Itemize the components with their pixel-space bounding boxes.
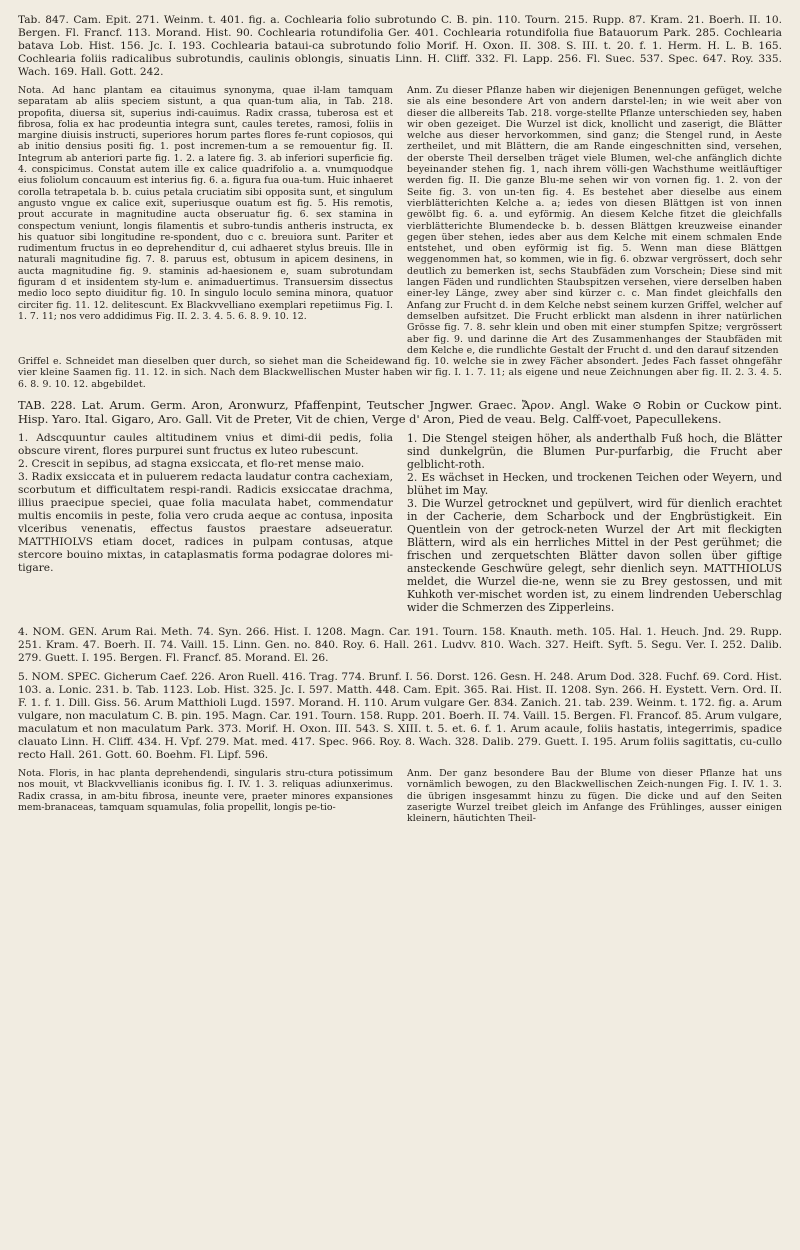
german-note: Anm. Zu dieser Pflanze haben wir diejenigen Benennungen gefüget, welche sie als eine besondere Art von andern darstel-len; in wie weit aber von dieser die allbereits Tab. 218. vorge-stellte Pflanze unterschieden sey, haben wir oben gezeiget. Die Wurzel ist dick, knollicht und zaserigt, die Blätter welche aus dieser hervorkommen, sind ganz; die Stengel rund, in Aeste zertheilet, und mit Blättern, die am Rande eingeschnitten sind, versehen, der oberste Theil derselben träget viele Blumen, wel-che anfänglich dichte beyeinander stehen fig. 1, nach ihrem völli-gen Wachsthume weitläuftiger werden fig. II. Die ganze Blu-me sehen wir von vornen fig. 1. 2. von der Seite fig. 3. von un-ten fig. 4. Es bestehet aber dieselbe aus einem vierblätterichten Kelche a. a; iedes von diesen Blättgen ist von innen gewölbt fig. 6. a. und eyförmig. An diesem Kelche fitzet die gleichfalls vierblätterichte Blumendecke b. b. dessen Blättgen kreuzweise einander gegen über stehen, iedes aber aus dem Kelche mit einem schmalen Ende entstehet, und oben eyförmig ist fig. 5. Wenn man diese Blättgen weggenommen hat, so kommen, wie in fig. 6. obzwar vergrössert, doch sehr deutlich zu bemerken ist, sechs Staubfäden zum Vorschein; Diese sind mit langen Fäden und rundlichten Staubspitzen versehen, viere derselben haben einer-ley Länge, zwey aber sind kürzer c. c. Man findet gleichfalls den Anfang zur Frucht d. in dem Kelche nebst seinem kurzen Griffel, welcher auf demselben aufsitzet. Die Frucht erblickt man alsdenn in ihrer natürlichen Grösse fig. 7. 8. sehr klein und oben mit einer stumpfen Spitze; vergrössert aber fig. 9. und darinne die Art des Zusammenhanges der Staubfäden mit dem Kelche e, die rundlichte Gestalt der Frucht d. und den darauf sitzenden (407, 85, 782, 356)
latin-item-2: 2. Crescit in sepibus, ad stagna exsiccata, et flo-ret mense maio. (18, 458, 365, 471)
german-note-tail: Griffel e. Schneidet man dieselben quer durch, so siehet man die Scheidewand fig. 10. welche sie in zwey Fächer absondert. Jedes Fach fasset ohngefähr vier kleine Saamen fig. 11. 12. in sich. Nach dem Blackwellischen Muster haben wir fig. I. 1. 7. 11; als eigene und neue Zeichnungen aber fig. II. 2. 3. 4. 5. 6. 8. 9. 10. 12. abgebildet. (18, 356, 782, 390)
two-column-notes (18, 85, 782, 356)
latin-note: Nota. Ad hanc plantam ea citauimus synonyma, quae il-lam tamquam separatam ab aliis speciem sistunt, a qua quan-tum alia, in Tab. 218. propofita, diuersa sit, superius indi-cauimus. Radix crassa, tuberosa est et fibrosa, folia ex hac prodeuntia integra sunt, caules teretes, ramosi, foliis in margine diuisis instructi, superiores horum partes flores fe-runt copiosos, qui ab initio densius positi fig. 1. post incremen-tum a se remouentur fig. II. Integrum ab anteriori parte fig. 1. 2. a latere fig. 3. ab inferiori superficie fig. 4. conspicimus. Constat autem ille ex calice quadrifolio a. a. vnumquodque eius foliolum concauum est interius fig. 6. a. figura fua oua-tum. Huic inhaeret corolla tetrapetala b. b. cuius petala cruciatim sibi opposita sunt, et singulum angusto vngue ex calice exit, superiusque ouatum est fig. 5. His remotis, prout accurate in magnitudine aucta obseruatur fig. 6. sex stamina in conspectum veniunt, longis filamentis et subro-tundis antheris instructa, ex his quatuor sibi longitudine re-spondent, duo c c. breuiora sunt. Pariter et rudimentum fructus in eo deprehenditur d, cui adhaeret stylus breuis. Ille in naturali magnitudine fig. 7. 8. paruus est, obtusum in apicem desinens, in aucta magnitudine fig. 9. staminis ad-haesionem e, suam subrotundam figuram d et insidentem sty-lum e. animaduertimus. Transuersim dissectus medio loco septo diuiditur fig. 10. In singulo loculo semina minora, quatuor circiter fig. 11. 12. delitescunt. Ex Blackvvelliano exemplari repetiimus Fig. I. 1. 7. 11; nos vero addidimus Fig. II. 2. 3. 4. 5. 6. 8. 9. 10. 12. (18, 85, 393, 322)
final-german-note: Anm. Der ganz besondere Bau der Blume von dieser Pflanze hat uns vornämlich bewogen, zu den Blackwellischen Zeich-nungen Fig. I. IV. 1. 3. die übrigen insgesammt hinzu zu fügen. Die dicke und auf den Seiten zaserigte Wurzel treibet gleich im Anfange des Frühlinges, ausser einigen kleinern, häutichten Theil- (407, 768, 782, 825)
nomen-genericum: 4. NOM. GEN. Arum Rai. Meth. 74. Syn. 266. Hist. I. 1208. Magn. Car. 191. Tourn. 158. Knauth. meth. 105. Hal. 1. Heuch. Jnd. 29. Rupp. 251. Kram. 47. Boerh. II. 74. Vaill. 15. Linn. Gen. no. 840. Roy. 6. Hall. 261. Ludvv. 810. Wach. 327. Heift. Syft. 5. Segu. Ver. I. 252. Dalib. 279. Guett. I. 195. Bergen. Fl. Francf. 85. Morand. El. 26. (18, 626, 782, 665)
latin-item-3: 3. Radix exsiccata et in puluerem redacta laudatur contra cachexiam, scorbutum et difficultatem respi-randi. Radicis exsiccatae drachma, illius praecipue speciei, quae folia maculata habet, commendatur multis encomiis in peste, folia vero cruda aeque ac contusa, inposita vlceribus venenatis, effectus faustos praestare adseueratur. MATTHIOLVS etiam docet, radices in pulpam contusas, atque stercore bouino mixtas, in cataplasmatis forma podagrae dolores mi-tigare. (18, 471, 393, 575)
german-item-1: 1. Die Stengel steigen höher, als anderthalb Fuß hoch, die Blätter sind dunkelgrün, die Blumen Pur-purfarbig, die Frucht aber gelblicht-roth. (407, 432, 782, 472)
german-item-3: 3. Die Wurzel getrocknet und gepülvert, wird für dienlich erachtet in der Cacherie, dem Scharbock und der Engbrüstigkeit. Ein Quentlein von der getrock-neten Wurzel der Art mit fleckigten Blättern, wird als ein herrliches Mittel in der Pest gerühmet; die frischen und zerquetschten Blätter davon sollen über giftige ansteckende Geschwüre gelegt, sehr dienlich seyn. MATTHIOLUS meldet, die Wurzel die-ne, wenn sie zu Brey gestossen, und mit Kuhkoth ver-mischet worden ist, zu einem lindrenden Ueberschlag wider die Schmerzen des Zipperleins. (407, 497, 782, 615)
final-latin-note: Nota. Floris, in hac planta deprehendendi, singularis stru-ctura potissimum nos mouit, vt Blackvvellianis iconibus fig. I. IV. 1. 3. reliquas adiunxerimus. Radix crassa, in am-bitu fibrosa, ineunte vere, praeter minores expansiones mem-branaceas, tamquam squamulas, folia propellit, longis pe-tio- (18, 768, 393, 813)
german-item-2: 2. Es wächset in Hecken, und trockenen Teichen oder Weyern, und blühet im May. (407, 471, 782, 498)
synonym-references: Tab. 847. Cam. Epit. 271. Weinm. t. 401. fig. a. Cochlearia folio subrotundo C. B. pin. 110. Tourn. 215. Rupp. 87. Kram. 21. Boerh. II. 10. Bergen. Fl. Francf. 113. Morand. Hist. 90. Cochlearia rotundifolia Ger. 401. Cochlearia rotundifolia fiue Batauorum Park. 285. Cochlearia batava Lob. Hist. 156. Jc. I. 193. Cochlearia bataui-ca subrotundo folio Morif. H. Oxon. II. 308. S. III. t. 20. f. 1. Herm. H. L. B. 165. Cochlearia foliis radicalibus subrotundis, caulinis oblongis, sinuatis Linn. H. Cliff. 332. Fl. Lapp. 256. Fl. Suec. 537. Spec. 647. Roy. 335. Wach. 169. Hall. Gott. 242. (18, 14, 782, 78)
nomen-specificum: 5. NOM. SPEC. Gicherum Caef. 226. Aron Ruell. 416. Trag. 774. Brunf. I. 56. Dorst. 126. Gesn. H. 248. Arum Dod. 328. Fuchf. 69. Cord. Hist. 103. a. Lonic. 231. b. Tab. 1123. Lob. Hist. 325. Jc. I. 597. Matth. 448. Cam. Epit. 365. Rai. Hist. II. 1208. Syn. 266. H. Eystett. Vern. Ord. II. F. 1. f. 1. Dill. Giss. 56. Arum Matthioli Lugd. 1597. Morand. H. 110. Arum vulgare Ger. 834. Zanich. 21. tab. 239. Weinm. t. 172. fig. a. Arum vulgare, non maculatum C. B. pin. 195. Magn. Car. 191. Tourn. 158. Rupp. 201. Boerh. II. 74. Vaill. 15. Bergen. Fl. Francof. 85. Arum vulgare, maculatum et non maculatum Park. 373. Morif. H. Oxon. III. 543. S. XIII. t. 5. et. 6. f. 1. Arum acaule, foliis hastatis, integerrimis, spadice clauato Linn. H. Cliff. 434. H. Vpf. 279. Mat. med. 417. Spec. 966. Roy. 8. Wach. 328. Dalib. 279. Guett. I. 195. Arum foliis sagittatis, cu-cullo recto Hall. 261. Gott. 60. Boehm. Fl. Lipf. 596. (18, 671, 782, 762)
latin-item-1: 1. Adscquuntur caules altitudinem vnius et dimi-dii pedis, folia obscure virent, flores purpurei sunt fructus ex luteo rubescunt. (18, 432, 393, 458)
final-notes (18, 768, 782, 824)
tab-228-heading: TAB. 228. Lat. Arum. Germ. Aron, Aronwurz, Pfaffenpint, Teutscher Jngwer. Graec. Ἄρον. Angl. Wake ⊙ Robin or Cuckow pint. Hisp. Yaro. Ital. Gigaro, Aro. Gall. Vit de Preter, Vit de chien, Verge d' Aron, Pied de veau. Belg. Calff-voet, Papecullekens. (18, 398, 782, 427)
arum-description (18, 432, 782, 614)
